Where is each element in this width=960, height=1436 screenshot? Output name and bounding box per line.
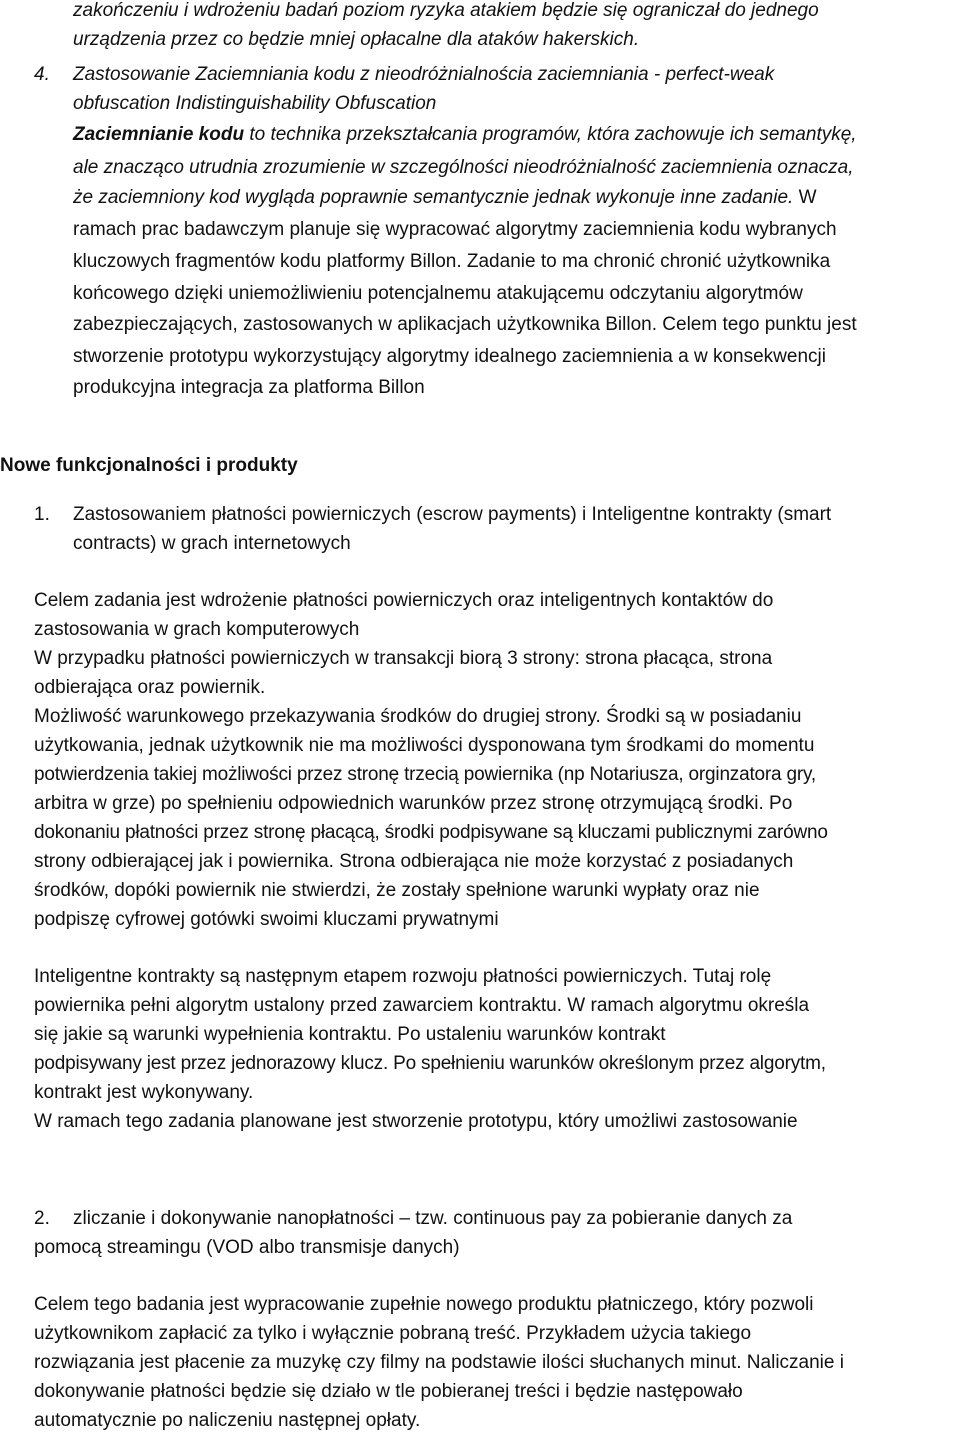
text-line: podpisywany jest przez jednorazowy klucz. Po spełnieniu warunków określonym przez algorytm, [34, 1053, 826, 1074]
text-line: dokonywanie płatności będzie się działo w tle pobieranej treści i będzie następowało [34, 1381, 743, 1402]
text-line: powiernika pełni algorytm ustalony przed zawarciem kontraktu. W ramach algorytmu określa [34, 995, 810, 1016]
text-line: końcowego dzięki uniemożliwieniu potencjalnemu atakującemu odczytaniu algorytmów [73, 283, 803, 304]
text-line: ale znacząco utrudnia zrozumienie w szczególności nieodróżnialność zaciemnienia oznacza, [73, 157, 854, 178]
text-line [73, 120, 857, 149]
text-line: Możliwość warunkowego przekazywania środków do drugiej strony. Środki są w posiadaniu [34, 706, 802, 727]
text-run: że zaciemniony kod wygląda poprawnie semantycznie jednak wykonuje inne zadanie. [73, 187, 794, 208]
text-line: arbitra w grze) po spełnieniu odpowiednich warunków przez stronę otrzymującą środki. Po [34, 793, 793, 814]
text-run: to technika przekształcania programów, która zachowuje ich semantykę, [244, 124, 857, 145]
text-line: urządzenia przez co będzie mniej opłacalne dla ataków hakerskich. [73, 29, 640, 50]
text-line: ramach prac badawczym planuje się wypracować algorytmy zaciemnienia kodu wybranych [73, 219, 837, 240]
text-line: strony odbierającej jak i powiernika. Strona odbierająca nie może korzystać z posiadanych [34, 851, 794, 872]
text-line: Inteligentne kontrakty są następnym etapem rozwoju płatności powierniczych. Tutaj rolę [34, 966, 772, 987]
text-line: produkcyjna integracja za platforma Billon [73, 377, 425, 398]
list-item-title: Zastosowaniem płatności powierniczych (escrow payments) i Inteligentne kontrakty (smart [73, 504, 832, 525]
text-line: środków, dopóki powiernik nie stwierdzi, że zostały spełnione warunki wypłaty oraz nie [34, 880, 760, 901]
text-line: Celem zadania jest wdrożenie płatności powierniczych oraz inteligentnych kontaktów do [34, 590, 774, 611]
text-line: Celem tego badania jest wypracowanie zupełnie nowego produktu płatniczego, który pozwoli [34, 1294, 814, 1315]
text-line: kluczowych fragmentów kodu platformy Billon. Zadanie to ma chronić chronić użytkownika [73, 251, 831, 272]
list-item-title: contracts) w grach internetowych [73, 533, 351, 554]
text-line: się jakie są warunki wypełnienia kontraktu. Po ustaleniu warunków kontrakt [34, 1024, 666, 1045]
text-line: W przypadku płatności powierniczych w transakcji biorą 3 strony: strona płacąca, strona [34, 648, 773, 669]
text-line: zabezpieczających, zastosowanych w aplikacjach użytkownika Billon. Celem tego punktu jest [73, 314, 857, 335]
text-run: W [793, 187, 817, 208]
text-line: odbierająca oraz powiernik. [34, 677, 266, 698]
text-line: W ramach tego zadania planowane jest stworzenie prototypu, który umożliwi zastosowanie [34, 1111, 798, 1132]
section-heading: Nowe funkcjonalności i produkty [0, 455, 298, 476]
text-line: kontrakt jest wykonywany. [34, 1082, 254, 1103]
text-line: automatycznie po naliczeniu następnej opłaty. [34, 1410, 421, 1431]
text-line: rozwiązania jest płacenie za muzykę czy filmy na podstawie ilości słuchanych minut. Naliczanie i [34, 1352, 844, 1373]
text-line: użytkowania, jednak użytkownik nie ma możliwości dysponowana tym środkami do momentu [34, 735, 815, 756]
text-line: zastosowania w grach komputerowych [34, 619, 360, 640]
text-line: użytkownikom zapłacić za tylko i wyłącznie pobraną treść. Przykładem użycia takiego [34, 1323, 752, 1344]
text-line: potwierdzenia takiej możliwości przez stronę trzecią powiernika (np Notariusza, orginzatora gry, [34, 764, 816, 785]
list-item-title: Zastosowanie Zaciemniania kodu z nieodróżnialnościa zaciemniania - perfect-weak [73, 64, 775, 85]
list-number: 4. [34, 64, 50, 85]
text-line: stworzenie prototypu wykorzystujący algorytmy idealnego zaciemnienia a w konsekwencji [73, 346, 826, 367]
text-line: dokonaniu płatności przez stronę płacącą, środki podpisywane są kluczami publicznymi zarówno [34, 822, 828, 843]
text-line: podpiszę cyfrowej gotówki swoimi kluczami prywatnymi [34, 909, 499, 930]
list-item-title: pomocą streamingu (VOD albo transmisje danych) [34, 1237, 460, 1258]
text-line: zakończeniu i wdrożeniu badań poziom ryzyka atakiem będzie się ograniczał do jednego [73, 0, 819, 21]
text-line [73, 183, 817, 212]
list-number: 2. [34, 1208, 50, 1229]
list-number: 1. [34, 504, 50, 525]
list-item-title: obfuscation Indistinguishability Obfuscation [73, 93, 437, 114]
bold-term: Zaciemnianie kodu [73, 124, 245, 145]
list-item-title: zliczanie i dokonywanie nanopłatności – tzw. continuous pay za pobieranie danych za [73, 1208, 793, 1229]
